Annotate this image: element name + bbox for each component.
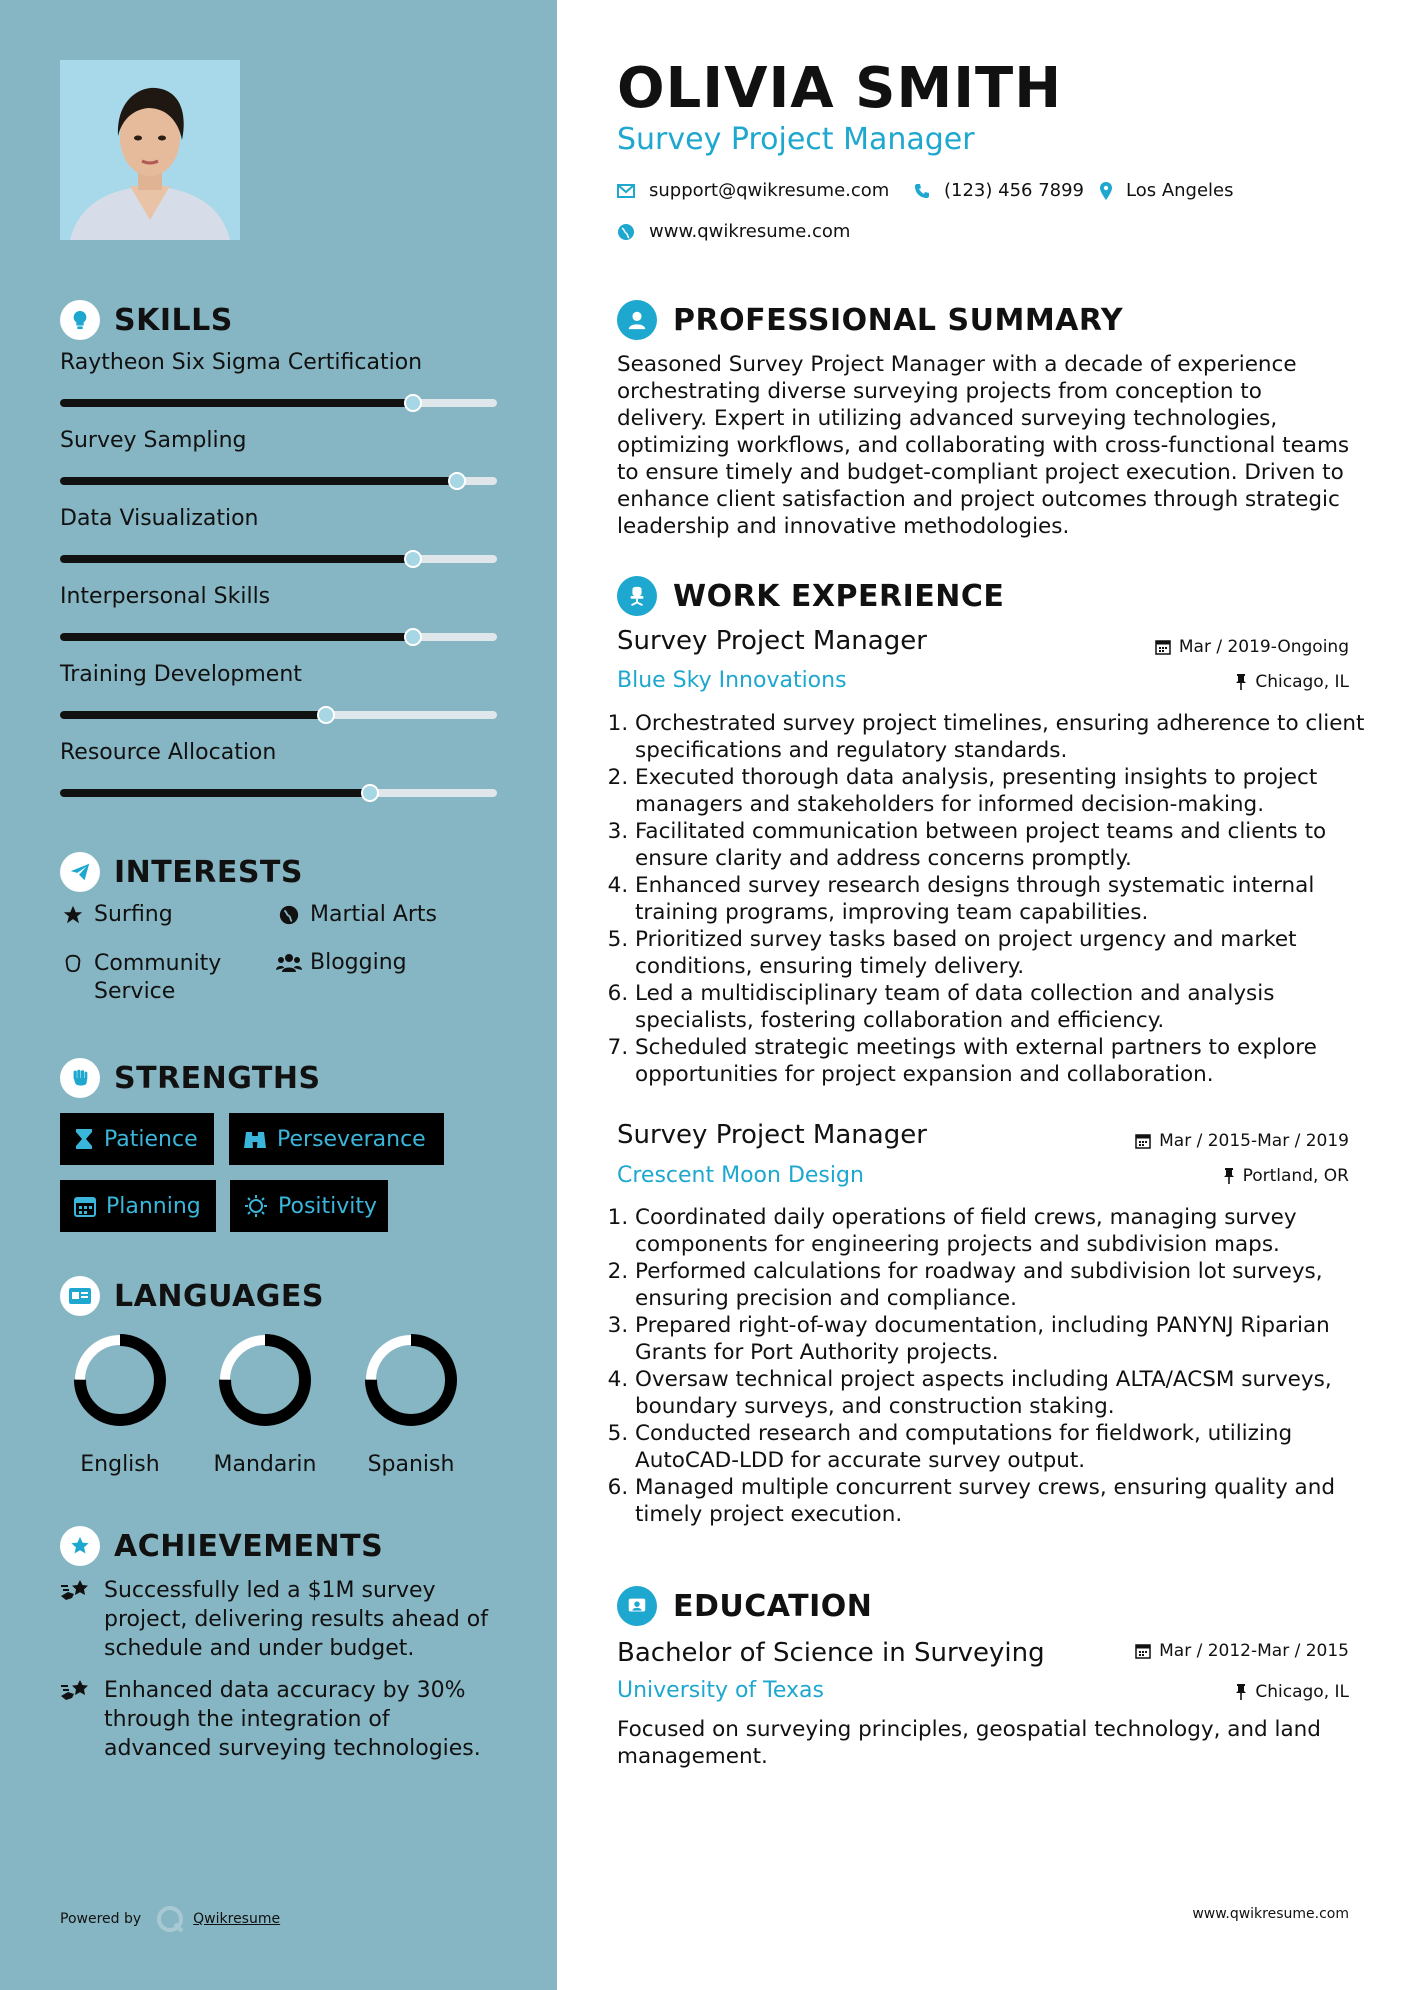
strength-tag: Planning — [60, 1180, 216, 1232]
skill-bar — [60, 477, 497, 485]
footer-website-link[interactable]: www.qwikresume.com — [1192, 1906, 1349, 1922]
job-location: Chicago, IL — [1235, 672, 1349, 692]
skill-bar — [60, 555, 497, 563]
skill-knob — [361, 784, 379, 802]
list-item: 6. Managed multiple concurrent survey crews, ensuring quality and timely project execution. — [635, 1474, 1380, 1528]
language-donut — [70, 1330, 170, 1430]
paper-plane-icon — [60, 852, 100, 892]
list-item: 2. Performed calculations for roadway and subdivision lot surveys, ensuring precision and compliance. — [635, 1258, 1380, 1312]
globe-icon — [617, 223, 635, 241]
job-dates: Mar / 2015-Mar / 2019 — [1135, 1131, 1349, 1151]
language-donut — [215, 1330, 315, 1430]
binoculars-icon — [243, 1128, 267, 1150]
list-item: 2. Executed thorough data analysis, presenting insights to project managers and stakeholders for informed decision-making. — [635, 764, 1380, 818]
achievement-item: Enhanced data accuracy by 30% through the integration of advanced surveying technologies. — [60, 1676, 500, 1763]
skill-knob — [404, 550, 422, 568]
summary-text: Seasoned Survey Project Manager with a decade of experience orchestrating diverse surveying projects from conception to delivery. Expert in utilizing advanced surveying technologies, optimizing workflows, and collaborating with cross-functional teams to ensure timely and budget-compliant project execution. Driven to enhance client satisfaction and project outcomes through strategic leadership and innovative methodologies. — [617, 352, 1350, 539]
languages-heading: LANGUAGES — [60, 1276, 324, 1316]
contact-phone[interactable]: (123) 456 7899 — [914, 180, 1084, 201]
education-location: Chicago, IL — [1235, 1682, 1349, 1702]
job-title: Survey Project Manager — [617, 122, 975, 157]
language-label: Spanish — [367, 1452, 455, 1477]
skills-heading: SKILLS — [60, 300, 233, 340]
contact-email[interactable]: support@qwikresume.com — [617, 180, 889, 201]
skill-label: Raytheon Six Sigma Certification — [60, 350, 423, 375]
graduate-icon — [617, 1586, 657, 1626]
job-duties-list — [605, 710, 1380, 1088]
strength-tag: Patience — [60, 1113, 214, 1165]
education-degree: Bachelor of Science in Surveying — [617, 1638, 1045, 1668]
strengths-heading: STRENGTHS — [60, 1058, 321, 1098]
list-item: 4. Enhanced survey research designs through systematic internal training programs, improving team capabilities. — [635, 872, 1380, 926]
star-hand-icon — [60, 1676, 104, 1763]
language-item — [55, 1330, 185, 1477]
skill-label: Interpersonal Skills — [60, 584, 271, 609]
job-dates: Mar / 2019-Ongoing — [1155, 637, 1349, 657]
skill-bar — [60, 711, 497, 719]
job-role: Survey Project Manager — [617, 626, 927, 656]
education-dates: Mar / 2012-Mar / 2015 — [1135, 1641, 1349, 1661]
list-item: 1. Coordinated daily operations of field crews, managing survey components for engineering projects and subdivision maps. — [635, 1204, 1380, 1258]
contact-website[interactable]: www.qwikresume.com — [617, 221, 850, 242]
donut-inner-ring — [231, 1346, 299, 1414]
star-icon — [60, 902, 86, 926]
list-item: 5. Conducted research and computations for fieldwork, utilizing AutoCAD-LDD for accurate survey output. — [635, 1420, 1380, 1474]
skill-bar — [60, 399, 497, 407]
interest-item: Martial Arts — [276, 902, 437, 927]
education-description: Focused on surveying principles, geospatial technology, and land management. — [617, 1717, 1321, 1769]
interest-item: Blogging — [276, 950, 407, 975]
interest-item: Surfing — [60, 902, 173, 927]
pushpin-icon — [1223, 1168, 1235, 1184]
list-item: 6. Led a multidisciplinary team of data collection and analysis specialists, fostering collaboration and efficiency. — [635, 980, 1380, 1034]
users-icon — [276, 950, 302, 974]
profile-photo — [60, 60, 240, 240]
star-hand-icon — [60, 1576, 104, 1663]
skill-label: Resource Allocation — [60, 740, 277, 765]
skill-bar — [60, 633, 497, 641]
office-chair-icon — [617, 576, 657, 616]
language-label: English — [80, 1452, 160, 1477]
achievements-heading: ACHIEVEMENTS — [60, 1526, 383, 1566]
user-icon — [617, 300, 657, 340]
achievement-item: Successfully led a $1M survey project, delivering results ahead of schedule and under budget. — [60, 1576, 500, 1663]
job-duties-list — [605, 1204, 1380, 1528]
powered-by: Powered by Qwikresume — [60, 1904, 280, 1934]
strength-tag: Positivity — [230, 1180, 388, 1232]
education-school: University of Texas — [617, 1678, 824, 1703]
sun-icon — [244, 1194, 268, 1218]
hand-icon — [60, 950, 86, 974]
calendar-icon — [74, 1195, 96, 1217]
map-marker-icon — [1100, 182, 1112, 200]
contact-location: Los Angeles — [1100, 180, 1234, 201]
phone-icon — [914, 183, 930, 199]
envelope-icon — [617, 184, 635, 198]
job-company: Blue Sky Innovations — [617, 668, 847, 693]
qwikresume-link[interactable]: Qwikresume — [193, 1911, 281, 1927]
sidebar — [0, 0, 557, 1990]
job-company: Crescent Moon Design — [617, 1163, 864, 1188]
job-role: Survey Project Manager — [617, 1120, 927, 1150]
language-item — [346, 1330, 476, 1477]
list-item: 3. Facilitated communication between project teams and clients to ensure clarity and address concerns promptly. — [635, 818, 1380, 872]
skill-knob — [404, 394, 422, 412]
star-badge-icon — [60, 1526, 100, 1566]
list-item: 1. Orchestrated survey project timelines, ensuring adherence to client specifications and regulatory standards. — [635, 710, 1380, 764]
language-item — [200, 1330, 330, 1477]
qwikresume-logo-icon — [155, 1904, 185, 1934]
donut-inner-ring — [86, 1346, 154, 1414]
fist-icon — [60, 1058, 100, 1098]
skill-label: Training Development — [60, 662, 302, 687]
language-label: Mandarin — [213, 1452, 317, 1477]
candidate-name: OLIVIA SMITH — [617, 56, 1063, 121]
summary-heading: PROFESSIONAL SUMMARY — [617, 300, 1123, 340]
hourglass-icon — [74, 1128, 94, 1150]
calendar-icon — [1135, 1133, 1151, 1149]
job-location: Portland, OR — [1223, 1166, 1349, 1186]
donut-inner-ring — [377, 1346, 445, 1414]
calendar-icon — [1155, 639, 1171, 655]
strength-tag: Perseverance — [229, 1113, 444, 1165]
pushpin-icon — [1235, 674, 1247, 690]
interests-heading: INTERESTS — [60, 852, 303, 892]
skill-label: Survey Sampling — [60, 428, 247, 453]
id-card-icon — [60, 1276, 100, 1316]
interest-item: Community Service — [60, 950, 221, 1006]
education-heading: EDUCATION — [617, 1586, 872, 1626]
list-item: 5. Prioritized survey tasks based on project urgency and market conditions, ensuring timely delivery. — [635, 926, 1380, 980]
calendar-icon — [1135, 1643, 1151, 1659]
list-item: 7. Scheduled strategic meetings with external partners to explore opportunities for project expansion and collaboration. — [635, 1034, 1380, 1088]
skill-knob — [404, 628, 422, 646]
skill-knob — [317, 706, 335, 724]
language-donut — [361, 1330, 461, 1430]
pushpin-icon — [1235, 1684, 1247, 1700]
experience-heading: WORK EXPERIENCE — [617, 576, 1004, 616]
skill-bar — [60, 789, 497, 797]
globe-icon — [276, 902, 302, 926]
skill-knob — [448, 472, 466, 490]
list-item: 3. Prepared right-of-way documentation, including PANYNJ Riparian Grants for Port Authority projects. — [635, 1312, 1380, 1366]
lightbulb-icon — [60, 300, 100, 340]
skill-label: Data Visualization — [60, 506, 259, 531]
list-item: 4. Oversaw technical project aspects including ALTA/ACSM surveys, boundary surveys, and construction staking. — [635, 1366, 1380, 1420]
